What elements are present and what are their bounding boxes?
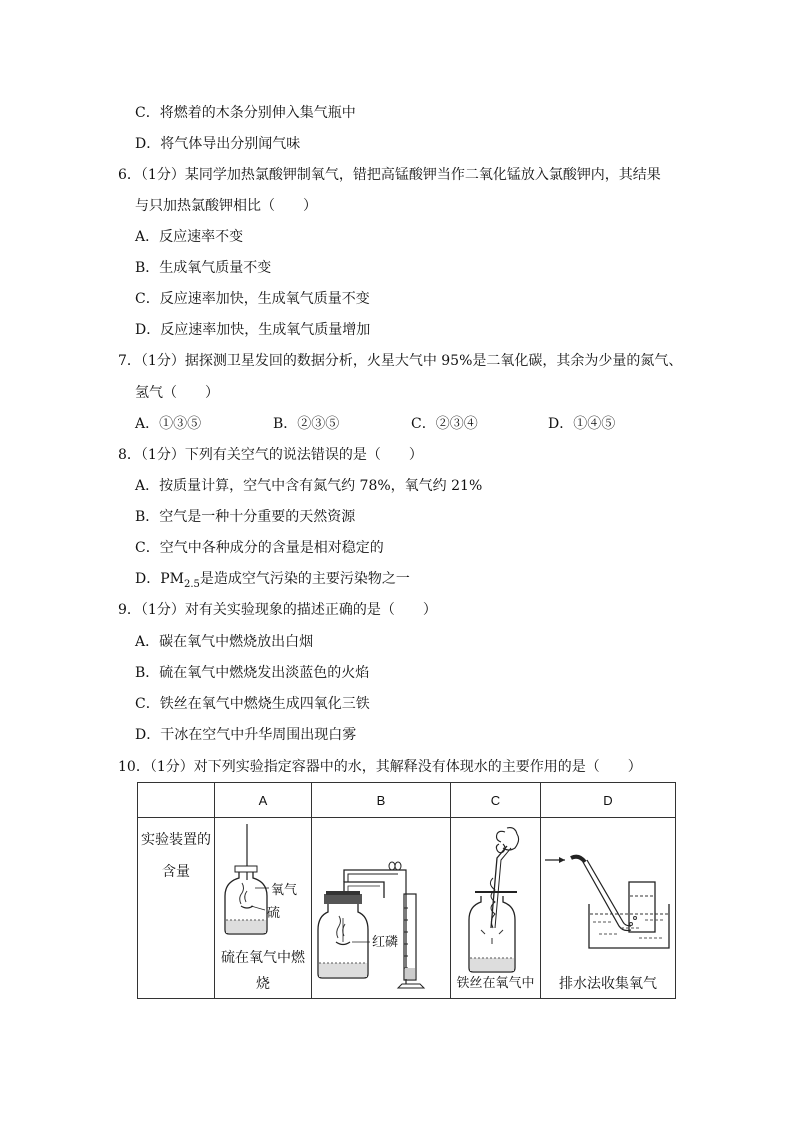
- q8-option-a: A．按质量计算，空气中含有氮气约 78%，氧气约 21%: [135, 478, 483, 494]
- q7-option-d: D．①④⑤: [548, 416, 616, 432]
- q7-option-b: B．②③⑤: [273, 416, 340, 432]
- q8-option-b: B．空气是一种十分重要的天然资源: [135, 509, 356, 525]
- cell-b: [312, 818, 451, 999]
- header-blank: [138, 783, 215, 818]
- q9-option-d: D．干冰在空气中升华周围出现白雾: [135, 727, 357, 743]
- q7-option-c: C．②③④: [411, 416, 478, 432]
- red-phosphorus-diagram: [312, 818, 451, 998]
- cell-d-wrap: [541, 818, 675, 998]
- q5-option-d: D．将气体导出分别闻气味: [135, 136, 301, 152]
- header-b: B: [312, 783, 451, 818]
- q8-option-c: C．空气中各种成分的含量是相对稳定的: [135, 540, 384, 556]
- q9-option-a: A．碳在氧气中燃烧放出白烟: [135, 634, 314, 650]
- header-c: C: [451, 783, 541, 818]
- row-label-line1: 实验装置的: [141, 832, 211, 848]
- sulfur-burning-diagram: [215, 818, 312, 998]
- cell-b-wrap: [312, 818, 450, 998]
- q7-stem-line2: 氢气（ ）: [135, 385, 219, 401]
- cell-a: [215, 818, 312, 999]
- q5-option-c: C．将燃着的木条分别伸入集气瓶中: [135, 105, 356, 121]
- q6-option-c: C．反应速率加快，生成氧气质量不变: [135, 291, 370, 307]
- row-label-cell: [138, 818, 215, 999]
- q8-stem: 8．（1分）下列有关空气的说法错误的是（ ）: [118, 447, 423, 463]
- caption-a-line1: 硫在氧气中燃: [221, 950, 305, 966]
- cell-d: [541, 818, 676, 999]
- header-a: A: [215, 783, 312, 818]
- iron-wire-diagram: [451, 818, 541, 998]
- q6-option-d: D．反应速率加快，生成氧气质量增加: [135, 322, 371, 338]
- label-red-phosphorus: 红磷: [372, 935, 399, 950]
- header-d: D: [541, 783, 676, 818]
- q10-stem: 10．（1分）对下列实验指定容器中的水，其解释没有体现水的主要作用的是（ ）: [118, 759, 642, 775]
- q7-option-a: A．①③⑤: [135, 416, 202, 432]
- cell-a-wrap: [215, 818, 311, 998]
- q7-stem-line1: 7．（1分）据探测卫星发回的数据分析，火星大气中 95%是二氧化碳，其余为少量的氮气、: [118, 353, 683, 369]
- cell-c-wrap: [451, 818, 540, 998]
- water-displacement-diagram: [541, 818, 676, 998]
- label-sulfur: 硫: [267, 906, 281, 921]
- q6-option-a: A．反应速率不变: [135, 229, 244, 245]
- q6-option-b: B．生成氧气质量不变: [135, 260, 272, 276]
- q6-stem-line2: 与只加热氯酸钾相比（ ）: [135, 198, 317, 214]
- q9-option-c: C．铁丝在氧气中燃烧生成四氧化三铁: [135, 696, 370, 712]
- row-label-line2: 含量: [162, 864, 190, 880]
- label-oxygen: 氧气: [271, 883, 298, 898]
- q8-option-d-text: 是造成空气污染的主要污染物之一: [199, 571, 410, 587]
- cell-c: [451, 818, 541, 999]
- q6-stem-line1: 6．（1分）某同学加热氯酸钾制氧气，错把高锰酸钾当作二氧化锰放入氯酸钾内，其结果: [118, 167, 661, 183]
- experiment-table: [137, 782, 676, 999]
- caption-c: 铁丝在氧气中: [456, 976, 535, 991]
- q8-option-d-subscript: 2.5: [183, 578, 200, 590]
- caption-d: 排水法收集氧气: [559, 976, 657, 992]
- table-apparatus-row: [138, 818, 676, 999]
- q9-option-b: B．硫在氧气中燃烧发出淡蓝色的火焰: [135, 665, 370, 681]
- q9-stem: 9．（1分）对有关实验现象的描述正确的是（ ）: [118, 602, 437, 618]
- q8-option-d-prefix: D．PM: [135, 571, 184, 587]
- caption-a-line2: 烧: [256, 976, 270, 992]
- q8-option-d: [135, 570, 410, 594]
- table-header-row: [138, 783, 676, 818]
